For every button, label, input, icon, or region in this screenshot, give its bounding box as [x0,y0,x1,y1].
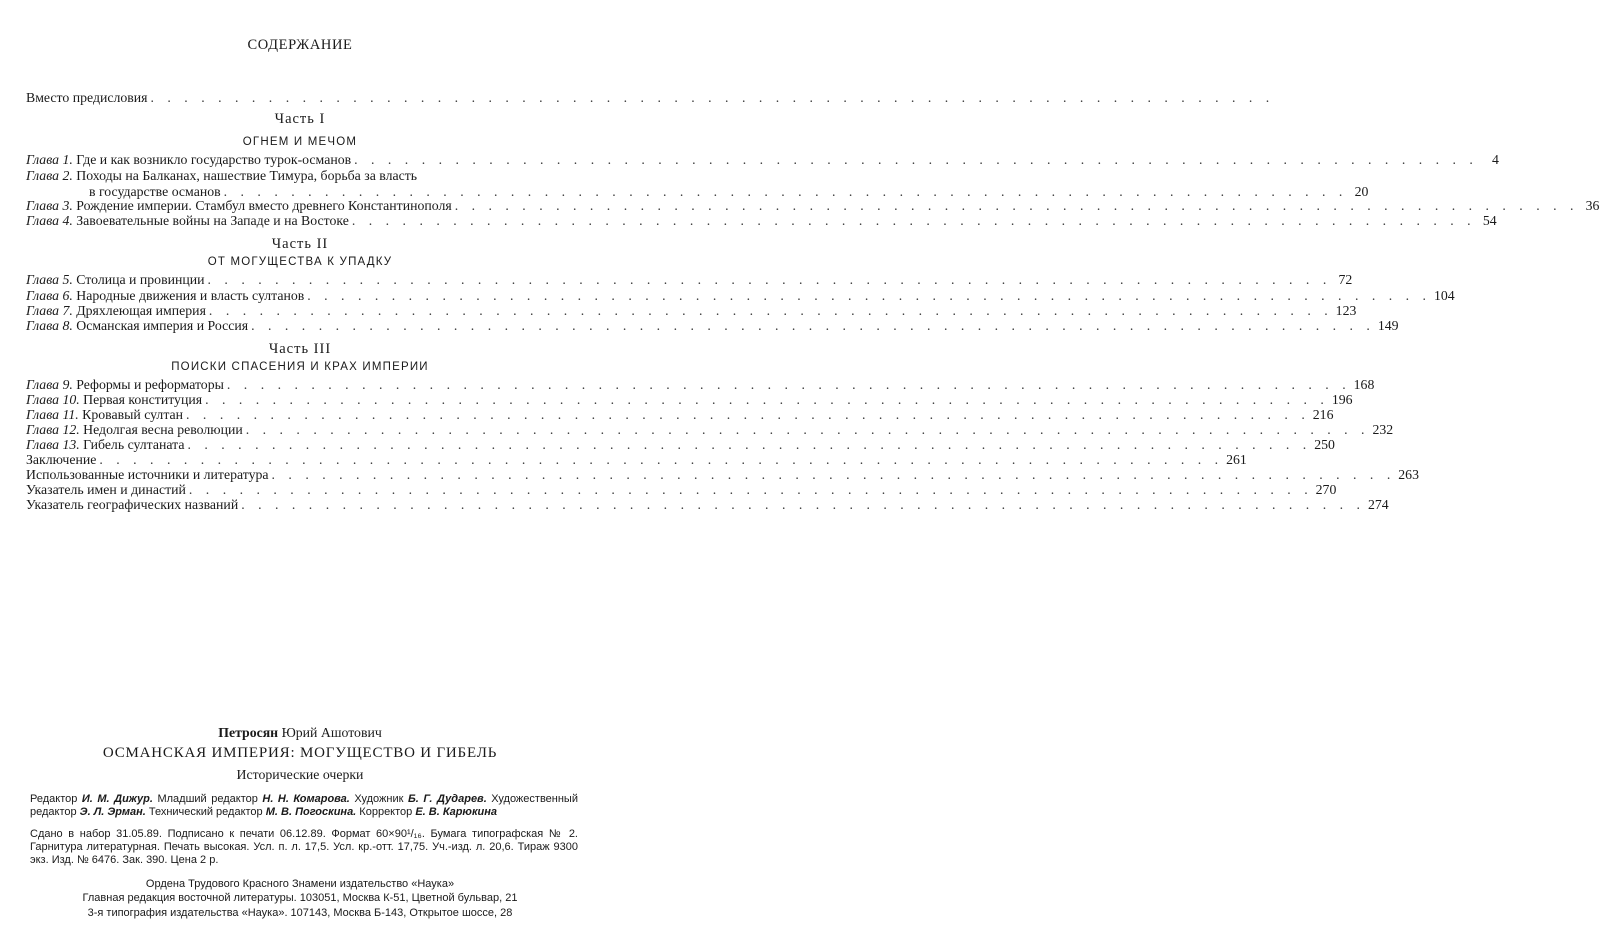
chapter-title: Османская империя и Россия [76,318,249,333]
chapter-label: Глава 3. [26,198,73,213]
dot-leader [241,497,1365,513]
toc-entry-chapter-3 [26,198,1599,214]
credit-role: Художник [349,793,408,805]
author-given-name: Юрий Ашотович [281,725,382,740]
chapter-page: 216 [1312,407,1334,422]
dot-leader [151,90,1275,106]
credit-role: Корректор [356,806,416,818]
toc-entry-title: Указатель географических названий [26,497,239,512]
dot-leader [455,198,1579,214]
credit-artist: Б. Г. Дударев. [407,793,487,805]
chapter-page: 36 [1585,198,1599,213]
toc-entry-name-index [26,482,1337,498]
chapter-label: Глава 12. [26,422,80,437]
dot-leader [246,422,1370,438]
chapter-page: 232 [1372,422,1394,437]
chapter-label: Глава 8. [26,318,73,333]
toc-entry-geo-index [26,497,1389,513]
chapter-title: Дряхлеющая империя [76,303,206,318]
imprint-editorial-credits [30,793,578,819]
toc-entry-title: Заключение [26,452,97,467]
chapter-title: Столица и провинции [76,272,205,287]
imprint-author [0,725,600,741]
imprint-print-details: Сдано в набор 31.05.89. Подписано к печати 06.12.89. Формат 60×90¹/₁₆. Бумага типографская № 2. Гарнитура литературная. Печать высокая. Усл. п. л. 17,5. Усл. кр.-отт. 17,75. Уч.-изд. л. 20,6. Тираж 9300 экз. Изд. № 6476. Зак. 390. Цена 2 р. [30,828,578,866]
dot-leader [354,152,1478,168]
toc-entry-chapter-7 [26,303,1357,319]
dot-leader [186,407,1310,423]
chapter-title: Завоевательные войны на Западе и на Востоке [76,213,349,228]
dot-leader [352,213,1476,229]
toc-entry-title: Использованные источники и литература [26,467,269,482]
toc-entry-page: 270 [1315,482,1337,497]
toc-entry-chapter-12 [26,422,1394,438]
toc-entry-page: 263 [1398,467,1419,482]
credit-junior-editor: Н. Н. Комарова. [262,793,350,805]
imprint-printer: 3-я типография издательства «Наука». 107143, Москва Б-143, Открытое шоссе, 28 [87,907,513,919]
dot-leader [272,467,1396,483]
toc-entry-chapter-10 [26,392,1353,408]
chapter-page: 104 [1434,288,1455,303]
dot-leader [251,318,1375,334]
chapter-page: 72 [1338,272,1353,287]
chapter-label: Глава 7. [26,303,73,318]
part-1-section-title: ОГНЕМ И МЕЧОМ [242,136,358,148]
toc-entry-chapter-8 [26,318,1399,334]
chapter-title: Где и как возникло государство турок-османов [76,152,352,167]
chapter-title-continued: в государстве османов [89,184,221,199]
chapter-page: 196 [1331,392,1353,407]
chapter-title: Первая конституция [83,392,203,407]
dot-leader [187,437,1311,453]
part-3-section-title: ПОИСКИ СПАСЕНИЯ И КРАХ ИМПЕРИИ [171,361,429,373]
credit-role: Редактор [30,793,82,805]
chapter-label: Глава 2. [26,168,73,183]
toc-entry-chapter-13 [26,437,1335,453]
credit-role: Младший редактор [152,793,263,805]
toc-entry-chapter-2 [26,168,577,184]
imprint-publisher: Ордена Трудового Красного Знамени издательство «Наука» [145,878,455,890]
chapter-page: 149 [1377,318,1399,333]
chapter-page: 123 [1335,303,1357,318]
toc-entry-preface [26,90,577,106]
part-2-label: Часть II [271,236,329,252]
credit-art-editor: Э. Л. Эрман. [79,806,146,818]
chapter-title: Гибель султаната [83,437,185,452]
chapter-label: Глава 5. [26,272,73,287]
part-1-label: Часть I [274,111,326,127]
credit-tech-editor: М. В. Погоскина. [265,806,357,818]
dot-leader [209,303,1333,319]
toc-entry-chapter-5 [26,272,1353,288]
chapter-label: Глава 9. [26,377,73,392]
dot-leader [99,452,1223,468]
credit-editor: И. М. Дижур. [81,793,153,805]
chapter-label: Глава 13. [26,437,80,452]
imprint-book-title: ОСМАНСКАЯ ИМПЕРИЯ: МОГУЩЕСТВО И ГИБЕЛЬ [102,745,498,761]
credit-role: Художественный редактор [30,793,578,818]
chapter-title: Народные движения и власть султанов [76,288,305,303]
toc-heading: СОДЕРЖАНИЕ [247,37,353,53]
credit-role: Технический редактор [145,806,266,818]
dot-leader [208,272,1332,288]
chapter-page: 250 [1314,437,1335,452]
toc-entry-title: Указатель имен и династий [26,482,186,497]
chapter-title: Недолгая весна революции [83,422,243,437]
chapter-label: Глава 10. [26,392,80,407]
part-2-section-title: ОТ МОГУЩЕСТВА К УПАДКУ [207,256,393,268]
chapter-label: Глава 1. [26,152,73,167]
credit-corrector: Е. В. Карюкина [415,806,498,818]
toc-entry-title: Вместо предисловия [26,90,148,105]
chapter-page: 54 [1482,213,1497,228]
chapter-title: Кровавый султан [82,407,184,422]
dot-leader [307,288,1431,304]
chapter-label: Глава 6. [26,288,73,303]
toc-entry-chapter-6 [26,288,1455,304]
toc-entry-sources [26,467,1419,483]
toc-entry-chapter-1 [26,152,1499,168]
toc-entry-chapter-9 [26,377,1375,393]
toc-entry-page: 261 [1226,452,1247,467]
toc-entry-conclusion [26,452,1247,468]
toc-entry-chapter-4 [26,213,1497,229]
chapter-page: 168 [1353,377,1375,392]
imprint-publisher-address: Главная редакция восточной литературы. 103051, Москва К-51, Цветной бульвар, 21 [82,892,518,904]
dot-leader [227,377,1351,393]
dot-leader [189,482,1313,498]
imprint-subtitle: Исторические очерки [236,767,364,782]
chapter-title: Походы на Балканах, нашествие Тимура, борьба за власть [76,168,418,183]
chapter-title: Реформы и реформаторы [76,377,224,392]
part-3-label: Часть III [268,341,332,357]
author-surname: Петросян [218,725,279,740]
chapter-label: Глава 11. [26,407,79,422]
chapter-label: Глава 4. [26,213,73,228]
chapter-page: 20 [1354,184,1369,199]
chapter-title: Рождение империи. Стамбул вместо древнего Константинополя [76,198,452,213]
toc-entry-page: 274 [1367,497,1389,512]
chapter-page: 4 [1491,152,1499,167]
dot-leader [205,392,1329,408]
toc-entry-chapter-11 [26,407,1334,423]
